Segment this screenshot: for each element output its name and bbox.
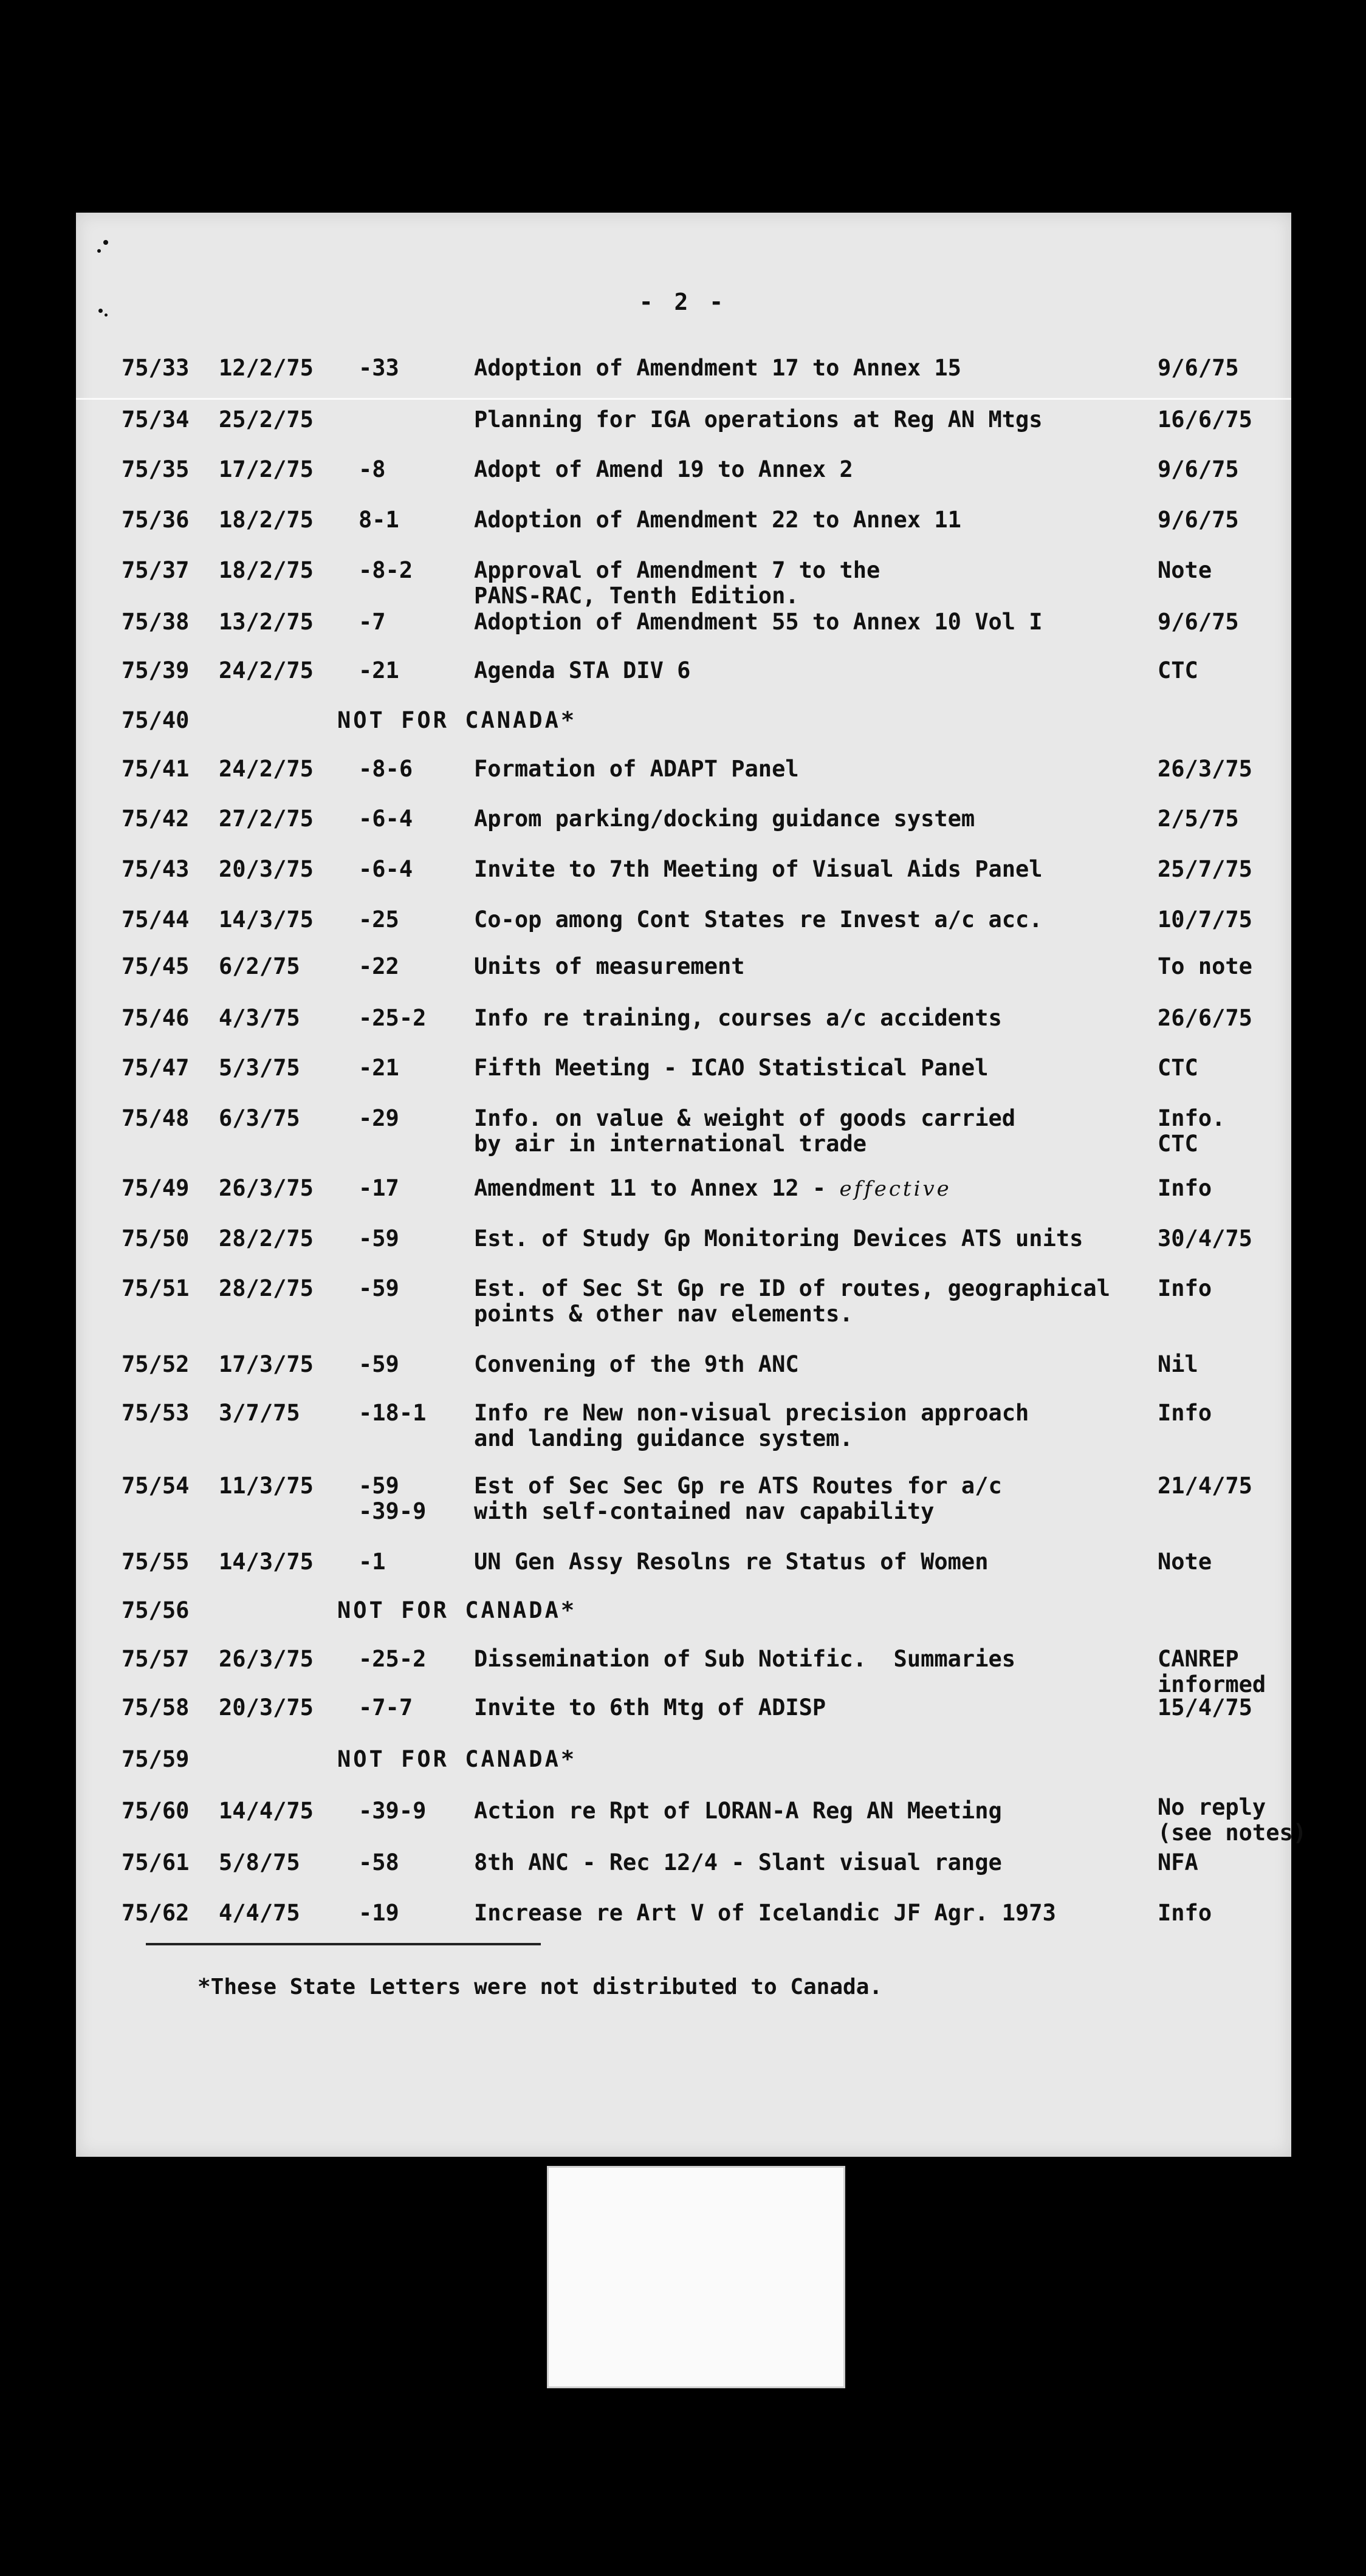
letter-subject-text: Adoption of Amendment 17 to Annex 15 (474, 355, 961, 381)
letter-reference: -22 (359, 953, 399, 979)
letter-subject (474, 558, 880, 609)
letter-subject-text: Fifth Meeting - ICAO Statistical Panel (474, 1055, 989, 1081)
letter-number: 75/34 (122, 406, 190, 433)
letter-subject-text: Info re New non-visual precision approach and landing guidance system. (474, 1400, 1029, 1451)
action-taken: 2/5/75 (1158, 806, 1239, 832)
letter-subject-text: Info re training, courses a/c accidents (474, 1005, 1002, 1031)
letter-subject (474, 954, 745, 979)
action-taken: Info (1158, 1175, 1212, 1201)
letter-reference: -7-7 (359, 1694, 413, 1721)
letter-number: 75/33 (122, 355, 190, 381)
letter-date: 27/2/75 (219, 806, 314, 832)
letter-subject (474, 1850, 1002, 1875)
letter-number: 75/53 (122, 1400, 190, 1426)
action-taken: CTC (1158, 1055, 1198, 1081)
letter-number: 75/56 (122, 1597, 190, 1623)
letter-reference: -19 (359, 1900, 399, 1926)
letter-date: 5/8/75 (219, 1849, 300, 1875)
action-taken: Note (1158, 1549, 1212, 1575)
letter-subject-text: Approval of Amendment 7 to the PANS-RAC, Tenth Edition. (474, 557, 880, 609)
action-taken: 9/6/75 (1158, 456, 1239, 482)
action-taken: No reply (see notes) (1158, 1794, 1307, 1846)
footnote: *These State Letters were not distributed to Canada. (197, 1975, 883, 1999)
letter-reference: -59 (359, 1225, 399, 1252)
letter-subject-text: Invite to 7th Meeting of Visual Aids Panel (474, 856, 1043, 882)
letter-subject-text: Est. of Study Gp Monitoring Devices ATS units (474, 1225, 1083, 1252)
letter-subject-text: Aprom parking/docking guidance system (474, 806, 975, 832)
action-taken: Note (1158, 557, 1212, 583)
letter-reference: -1 (359, 1549, 386, 1575)
letter-subject (474, 1005, 1002, 1031)
letter-number: 75/55 (122, 1549, 190, 1575)
action-taken: 9/6/75 (1158, 355, 1239, 381)
letter-date: 25/2/75 (219, 406, 314, 433)
letter-date: 18/2/75 (219, 507, 314, 533)
letter-subject (474, 1646, 1015, 1672)
action-taken: 16/6/75 (1158, 406, 1252, 433)
letter-number: 75/61 (122, 1849, 190, 1875)
not-for-canada-label: NOT FOR CANADA* (337, 707, 577, 733)
letter-number: 75/62 (122, 1900, 190, 1926)
letter-subject-text: Convening of the 9th ANC (474, 1351, 799, 1377)
letter-subject (474, 806, 975, 832)
letter-number: 75/60 (122, 1798, 190, 1824)
action-taken: Nil (1158, 1351, 1198, 1377)
letter-reference: -25-2 (359, 1005, 427, 1031)
letter-date: 4/4/75 (219, 1900, 300, 1926)
letter-number: 75/59 (122, 1746, 190, 1772)
action-taken: 26/6/75 (1158, 1005, 1252, 1031)
letter-reference: -8 (359, 456, 386, 482)
action-taken: Info (1158, 1275, 1212, 1301)
letter-number: 75/48 (122, 1105, 190, 1131)
letter-number: 75/57 (122, 1646, 190, 1672)
letter-subject-text: Est of Sec Sec Gp re ATS Routes for a/c with self-contained nav capability (474, 1473, 1002, 1524)
letter-subject (474, 1400, 1029, 1451)
letter-number: 75/38 (122, 609, 190, 635)
letter-date: 11/3/75 (219, 1473, 314, 1499)
letter-number: 75/46 (122, 1005, 190, 1031)
letter-subject (474, 1276, 1110, 1327)
letter-reference: -58 (359, 1849, 399, 1875)
action-taken: 21/4/75 (1158, 1473, 1252, 1499)
letter-reference: -8-2 (359, 557, 413, 583)
letter-number: 75/43 (122, 856, 190, 882)
letter-subject (474, 1176, 952, 1202)
letter-date: 28/2/75 (219, 1275, 314, 1301)
letter-date: 13/2/75 (219, 609, 314, 635)
letter-reference: 8-1 (359, 507, 399, 533)
letter-subject-text: Units of measurement (474, 953, 745, 979)
handwritten-note: effective (839, 1177, 952, 1201)
letter-subject (474, 457, 853, 482)
letter-subject (474, 1055, 988, 1081)
action-taken: 10/7/75 (1158, 906, 1252, 933)
letter-subject (474, 907, 1043, 933)
action-taken: 15/4/75 (1158, 1694, 1252, 1721)
letter-date: 20/3/75 (219, 1694, 314, 1721)
letter-number: 75/36 (122, 507, 190, 533)
letter-reference: -17 (359, 1175, 399, 1201)
letter-subject (474, 1473, 1002, 1524)
action-taken: CTC (1158, 657, 1198, 683)
page-crease (76, 398, 1291, 400)
letter-reference: -7 (359, 609, 386, 635)
action-taken: 25/7/75 (1158, 856, 1252, 882)
letter-reference: -59 -39-9 (359, 1473, 427, 1524)
letter-subject-text: Adoption of Amendment 55 to Annex 10 Vol I (474, 609, 1043, 635)
not-for-canada-label: NOT FOR CANADA* (337, 1597, 577, 1623)
letter-reference: -59 (359, 1351, 399, 1377)
letter-reference: -25 (359, 906, 399, 933)
letter-subject-text: Agenda STA DIV 6 (474, 657, 691, 683)
letter-number: 75/47 (122, 1055, 190, 1081)
letter-reference: -29 (359, 1105, 399, 1131)
not-for-canada-label: NOT FOR CANADA* (337, 1746, 577, 1772)
letter-subject (474, 756, 799, 782)
letter-subject-text: Invite to 6th Mtg of ADISP (474, 1694, 826, 1721)
action-taken: 9/6/75 (1158, 609, 1239, 635)
letter-date: 14/3/75 (219, 1549, 314, 1575)
letter-number: 75/51 (122, 1275, 190, 1301)
letter-subject (474, 1900, 1056, 1926)
letter-date: 24/2/75 (219, 756, 314, 782)
letter-subject (474, 1798, 1002, 1824)
letter-number: 75/39 (122, 657, 190, 683)
action-taken: CANREP informed (1158, 1646, 1266, 1697)
letter-number: 75/49 (122, 1175, 190, 1201)
letter-reference: -39-9 (359, 1798, 427, 1824)
letter-subject (474, 1106, 1015, 1157)
letter-number: 75/44 (122, 906, 190, 933)
letter-number: 75/37 (122, 557, 190, 583)
footnote-rule (146, 1943, 541, 1945)
letter-reference: -8-6 (359, 756, 413, 782)
letter-date: 26/3/75 (219, 1175, 314, 1201)
action-taken: 9/6/75 (1158, 507, 1239, 533)
letter-subject (474, 355, 961, 381)
letter-number: 75/52 (122, 1351, 190, 1377)
letter-number: 75/40 (122, 707, 190, 733)
action-taken: 26/3/75 (1158, 756, 1252, 782)
letter-date: 18/2/75 (219, 557, 314, 583)
letter-date: 6/3/75 (219, 1105, 300, 1131)
letter-subject-text: UN Gen Assy Resolns re Status of Women (474, 1549, 989, 1575)
letter-date: 14/3/75 (219, 906, 314, 933)
letter-subject-text: Dissemination of Sub Notific. Summaries (474, 1646, 1016, 1672)
letter-date: 20/3/75 (219, 856, 314, 882)
letter-subject (474, 1352, 799, 1377)
letter-date: 14/4/75 (219, 1798, 314, 1824)
action-taken: 30/4/75 (1158, 1225, 1252, 1252)
letter-date: 28/2/75 (219, 1225, 314, 1252)
letter-date: 6/2/75 (219, 953, 300, 979)
letter-date: 17/2/75 (219, 456, 314, 482)
letter-date: 26/3/75 (219, 1646, 314, 1672)
letter-number: 75/35 (122, 456, 190, 482)
letter-subject-text: Adopt of Amend 19 to Annex 2 (474, 456, 853, 482)
letter-subject-text: Co-op among Cont States re Invest a/c acc. (474, 906, 1043, 933)
action-taken: Info (1158, 1900, 1212, 1926)
letter-subject-text: Formation of ADAPT Panel (474, 756, 799, 782)
letter-number: 75/54 (122, 1473, 190, 1499)
letter-subject (474, 1549, 988, 1575)
letter-number: 75/42 (122, 806, 190, 832)
letter-reference: -21 (359, 1055, 399, 1081)
letter-subject-text: Increase re Art V of Icelandic JF Agr. 1973 (474, 1900, 1056, 1926)
letter-subject (474, 658, 690, 683)
letter-subject (474, 1226, 1083, 1252)
letter-subject (474, 1695, 826, 1721)
letter-reference: -21 (359, 657, 399, 683)
letter-reference: -59 (359, 1275, 399, 1301)
letter-date: 5/3/75 (219, 1055, 300, 1081)
letter-subject-text: Adoption of Amendment 22 to Annex 11 (474, 507, 961, 533)
letter-subject (474, 609, 1043, 635)
letter-date: 4/3/75 (219, 1005, 300, 1031)
action-taken: NFA (1158, 1849, 1198, 1875)
letter-number: 75/45 (122, 953, 190, 979)
letter-subject-text: 8th ANC - Rec 12/4 - Slant visual range (474, 1849, 1002, 1875)
letter-date: 24/2/75 (219, 657, 314, 683)
letter-date: 17/3/75 (219, 1351, 314, 1377)
letter-date: 12/2/75 (219, 355, 314, 381)
action-taken: To note (1158, 953, 1252, 979)
letter-subject-text: Info. on value & weight of goods carried by air in international trade (474, 1105, 1016, 1157)
page-number: - 2 - (639, 289, 727, 315)
letter-subject-text: Amendment 11 to Annex 12 - (474, 1175, 840, 1201)
letter-number: 75/50 (122, 1225, 190, 1252)
letter-subject-text: Est. of Sec St Gp re ID of routes, geographical points & other nav elements. (474, 1275, 1110, 1327)
letter-number: 75/41 (122, 756, 190, 782)
letter-subject (474, 507, 961, 533)
letter-reference: -6-4 (359, 856, 413, 882)
letter-reference: -25-2 (359, 1646, 427, 1672)
letter-subject-text: Planning for IGA operations at Reg AN Mtgs (474, 406, 1043, 433)
letter-subject-text: Action re Rpt of LORAN-A Reg AN Meeting (474, 1798, 1002, 1824)
action-taken: Info (1158, 1400, 1212, 1426)
letter-number: 75/58 (122, 1694, 190, 1721)
letter-reference: -6-4 (359, 806, 413, 832)
letter-date: 3/7/75 (219, 1400, 300, 1426)
blank-card (547, 2166, 845, 2388)
letter-reference: -18-1 (359, 1400, 427, 1426)
letter-subject (474, 857, 1043, 882)
letter-subject (474, 407, 1043, 433)
action-taken: Info. CTC (1158, 1105, 1226, 1157)
letter-reference: -33 (359, 355, 399, 381)
